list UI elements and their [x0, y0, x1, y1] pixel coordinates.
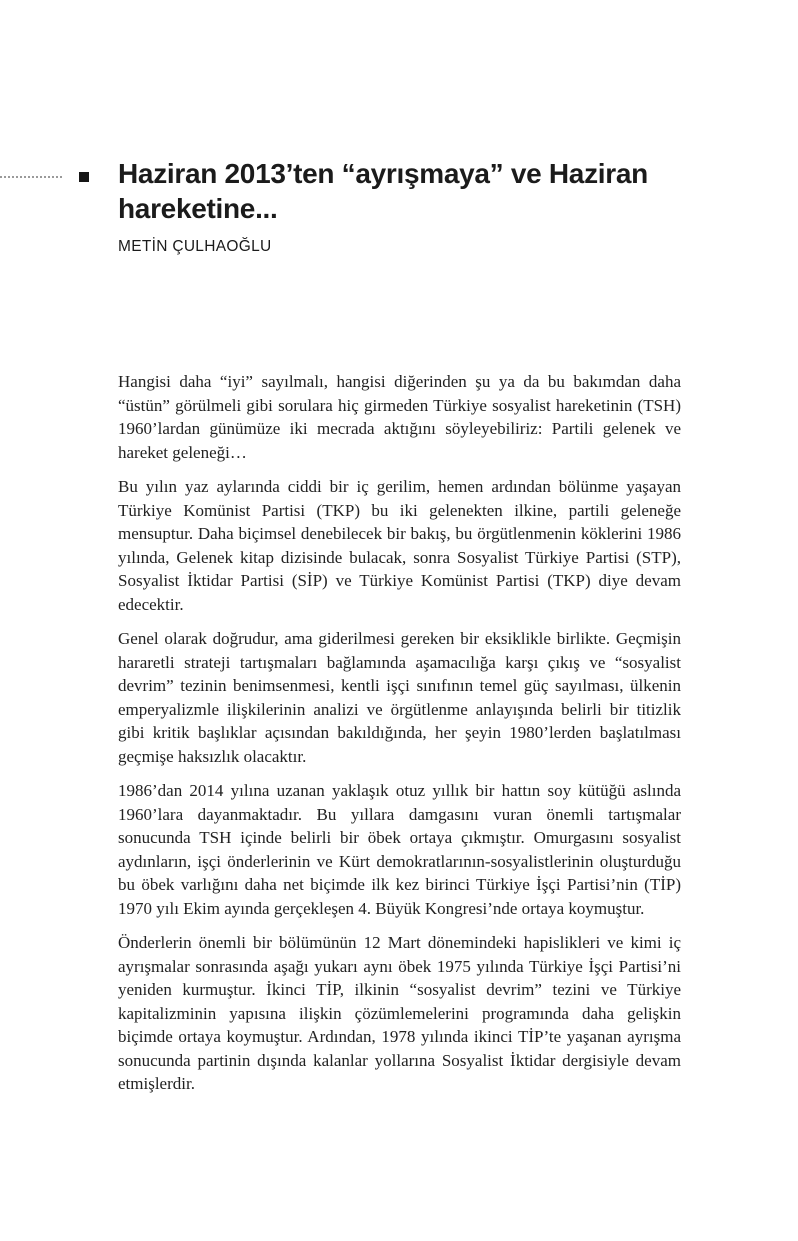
- article-title: Haziran 2013’ten “ayrışmaya” ve Haziran hareketine...: [118, 158, 648, 224]
- article-author: METİN ÇULHAOĞLU: [118, 238, 272, 255]
- paragraph-5: Önderlerin önemli bir bölümünün 12 Mart dönemindeki hapislikleri ve kimi iç ayrışmalar sonrasında aşağı yukarı aynı öbek 1975 yılında Türkiye İşçi Partisi’ni yeniden kurmuştur. İkinci TİP, ilkinin “sosyalist devrim” tezini ve Türkiye kapitalizminin yapısına ilişkin çözümlemelerini programında daha gelişkin biçimde ortaya koymuştur. Ardından, 1978 yılında ikinci TİP’te yaşanan ayrışma sonucunda partinin dışında kalanlar yollarına Sosyalist İktidar dergisiyle devam etmişlerdir.: [118, 933, 681, 1093]
- dotted-line: [0, 176, 62, 178]
- section-marker: [0, 171, 118, 183]
- paragraph-1: Hangisi daha “iyi” sayılmalı, hangisi diğerinden şu ya da bu bakımdan daha “üstün” görülmeli gibi sorulara hiç girmeden Türkiye sosyalist hareketinin (TSH) 1960’lardan günümüze iki mecrada aktığını söyleyebiliriz: Partili gelenek ve hareket geleneği…: [118, 372, 681, 462]
- section-bullet-square-icon: [79, 172, 89, 182]
- paragraph-4: 1986’dan 2014 yılına uzanan yaklaşık otuz yıllık bir hattın soy kütüğü aslında 1960’lara dayanmaktadır. Bu yıllara damgasını vuran önemli tartışmalar sonucunda TSH içinde belirli bir öbek ortaya çıkmıştır. Omurgasını sosyalist aydınların, işçi önderlerinin ve Kürt demokratlarının-sosyalistlerinin oluşturduğu bu öbek varlığını daha net biçimde ilk kez birinci Türkiye İşçi Partisi’nin (TİP) 1970 yılı Ekim ayında gerçekleşen 4. Büyük Kongresi’nde ortaya koymuştur.: [118, 781, 681, 918]
- paragraph-2: Bu yılın yaz aylarında ciddi bir iç gerilim, hemen ardından bölünme yaşayan Türkiye Komünist Partisi (TKP) bu iki gelenekten ilkine, partili geleneğe mensuptur. Daha biçimsel denebilecek bir bakış, bu örgütlenmenin köklerini 1986 yılında, Gelenek kitap dizisinde bulacak, sonra Sosyalist Türkiye Partisi (STP), Sosyalist İktidar Partisi (SİP) ve Türkiye Komünist Partisi (TKP) diye devam edecektir.: [118, 477, 681, 614]
- paragraph-3: Genel olarak doğrudur, ama giderilmesi gereken bir eksiklikle birlikte. Geçmişin hararetli strateji tartışmaları bağlamında aşamacılığa karşı çıkış ve “sosyalist devrim” tezinin benimsenmesi, kentli işçi sınıfının temel güç sayılması, ülkenin emperyalizmle ilişkilerinin analizi ve örgütlenme anlayışında belirli bir titizlik gibi kritik başlıklar açısından bakıldığında, her şeyin 1980’lerden başlatılması geçmişe haksızlık olacaktır.: [118, 629, 681, 766]
- article-page: [118, 156, 681, 1107]
- article-body: [118, 370, 681, 1096]
